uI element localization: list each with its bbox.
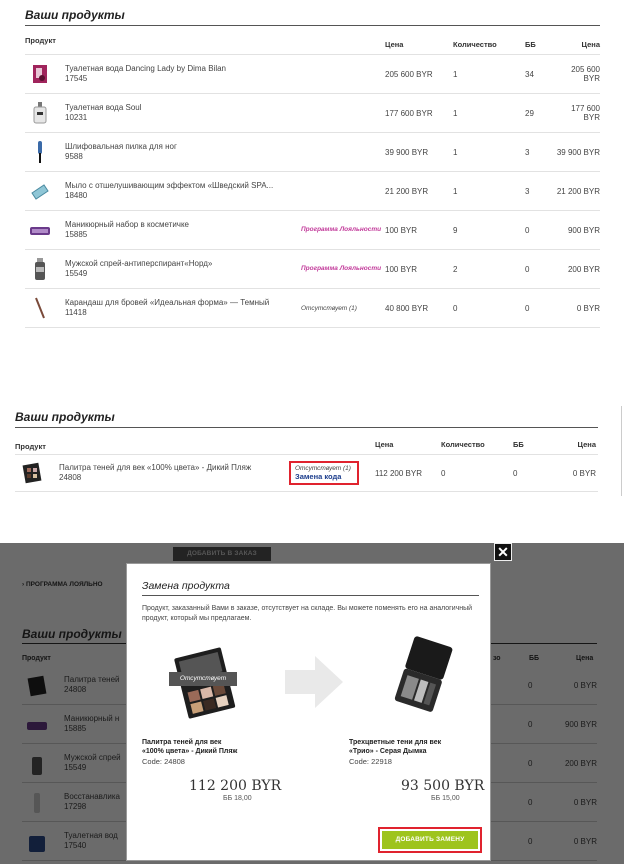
perfume-bottle-icon[interactable] — [29, 100, 51, 126]
price: 112 200 BYR — [375, 468, 422, 478]
bb-points: 34 — [525, 69, 534, 79]
table-row — [25, 211, 600, 250]
divider — [621, 406, 622, 496]
product-name[interactable]: Туалетная вода Soul — [65, 103, 142, 112]
sum: 205 600 BYR — [571, 65, 600, 83]
header-price: Цена — [375, 440, 394, 449]
replacement-screen — [0, 543, 624, 864]
table-header: Продукт Цена Количество ББ Цена — [25, 40, 600, 55]
out-of-stock-label: Отсутствует (1) — [295, 465, 351, 472]
table-row — [25, 250, 600, 289]
price: 21 200 BYR — [385, 186, 429, 196]
modal-title: Замена продукта — [142, 580, 479, 596]
perfume-box-icon[interactable] — [29, 61, 51, 87]
out-of-stock-label: Отсутствует (1) — [301, 304, 357, 312]
bb-points: 3 — [525, 186, 530, 196]
product-code: 15885 — [65, 230, 88, 239]
bb-points: 3 — [525, 147, 530, 157]
loyalty-program-label: Программа Лояльности — [301, 226, 382, 233]
price: 205 600 BYR — [385, 69, 433, 79]
quantity[interactable]: 1 — [453, 69, 458, 79]
product-name[interactable]: Туалетная вода Dancing Lady by Dima Bilan — [65, 64, 227, 73]
sum: 0 BYR — [576, 303, 600, 313]
product-name[interactable]: Палитра теней для век «100% цвета» - Дикий Пляж — [59, 463, 252, 472]
bb-points: 0 — [513, 468, 518, 478]
header-product: Продукт — [15, 441, 46, 451]
quantity[interactable]: 0 — [441, 468, 446, 478]
quantity[interactable]: 0 — [453, 303, 458, 313]
brow-pencil-icon[interactable] — [29, 295, 51, 321]
sum: 900 BYR — [567, 225, 600, 235]
price: 177 600 BYR — [385, 108, 433, 118]
product-code: 11418 — [65, 308, 87, 317]
quantity[interactable]: 1 — [453, 186, 458, 196]
product-name[interactable]: Мыло с отшелушивающим эффектом «Шведский SPA... — [65, 181, 274, 190]
products-section-2 — [15, 410, 598, 492]
header-sum: Цена — [577, 440, 596, 449]
product-code: 15549 — [65, 269, 88, 278]
product-name[interactable]: Карандаш для бровей «Идеальная форма» — Темный — [65, 298, 270, 307]
add-replacement-highlight — [378, 827, 482, 853]
table-row — [25, 133, 600, 172]
bb-points: 0 — [525, 303, 530, 313]
section-title: Ваши продукты — [15, 410, 598, 428]
loyalty-program-label: Программа Лояльности — [301, 265, 382, 272]
header-bb: ББ — [513, 440, 524, 449]
section-title: Ваши продукты — [25, 8, 600, 26]
add-replacement-button[interactable]: ДОБАВИТЬ ЗАМЕНУ — [382, 831, 478, 849]
table-row — [25, 94, 600, 133]
price: 100 BYR — [385, 225, 418, 235]
replacement-product-price: 93 500 BYR — [401, 778, 485, 794]
bb-points: 0 — [525, 225, 530, 235]
price: 100 BYR — [385, 264, 418, 274]
product-code: 17545 — [65, 74, 88, 83]
trio-eyeshadow-icon — [389, 636, 457, 716]
spray-can-icon[interactable] — [29, 256, 51, 282]
product-code: 18480 — [65, 191, 88, 200]
quantity[interactable]: 2 — [453, 264, 458, 274]
table-row — [15, 454, 598, 492]
manicure-case-icon[interactable] — [29, 217, 51, 243]
arrow-right-icon — [285, 656, 345, 708]
quantity[interactable]: 9 — [453, 225, 458, 235]
modal-description: Продукт, заказанный Вами в заказе, отсутствует на складе. Вы можете поменять его на аналогичный продукт, который мы предлагаем. — [142, 605, 473, 622]
table-row — [25, 172, 600, 211]
replacement-product-bb: ББ 15,00 — [431, 795, 460, 802]
quantity[interactable]: 1 — [453, 108, 458, 118]
eyeshadow-palette-icon[interactable] — [21, 460, 43, 486]
price: 40 800 BYR — [385, 303, 429, 313]
swap-code-highlight — [289, 461, 359, 485]
product-code: 9588 — [65, 152, 83, 161]
current-product-price: 112 200 BYR — [189, 778, 282, 794]
table-row — [25, 55, 600, 94]
product-name[interactable]: Маникюрный набор в косметичке — [65, 220, 190, 229]
close-icon[interactable]: ✕ — [494, 543, 512, 561]
current-product-code: Code: 24808 — [142, 757, 185, 766]
product-name[interactable]: Мужской спрей-антиперспирант«Норд» — [65, 259, 213, 268]
swap-code-link[interactable]: Замена кода — [295, 472, 342, 481]
current-product-name: Палитра теней для век «100% цвета» - Дикий Пляж — [142, 739, 238, 755]
products-section-1 — [25, 8, 600, 328]
price: 39 900 BYR — [385, 147, 429, 157]
sum: 0 BYR — [572, 468, 596, 478]
bb-points: 29 — [525, 108, 534, 118]
quantity[interactable]: 1 — [453, 147, 458, 157]
soap-icon[interactable] — [29, 178, 51, 204]
out-of-stock-badge: Отсутствует — [169, 672, 237, 686]
sum: 39 900 BYR — [556, 147, 600, 157]
sum: 177 600 BYR — [571, 104, 600, 122]
sum: 21 200 BYR — [556, 186, 600, 196]
product-name[interactable]: Шлифовальная пилка для ног — [65, 142, 177, 151]
replacement-product-code: Code: 22918 — [349, 757, 392, 766]
table-header — [15, 440, 598, 452]
replacement-product-name: Трехцветные тени для век «Трио» - Серая Дымка — [349, 739, 442, 755]
header-qty: Количество — [441, 440, 485, 449]
current-product-bb: ББ 18,00 — [223, 795, 252, 802]
replacement-modal — [126, 563, 491, 861]
sum: 200 BYR — [567, 264, 600, 274]
bb-points: 0 — [525, 264, 530, 274]
product-code: 10231 — [65, 113, 88, 122]
foot-file-icon[interactable] — [29, 139, 51, 165]
table-row — [25, 289, 600, 328]
product-code: 24808 — [59, 473, 82, 482]
